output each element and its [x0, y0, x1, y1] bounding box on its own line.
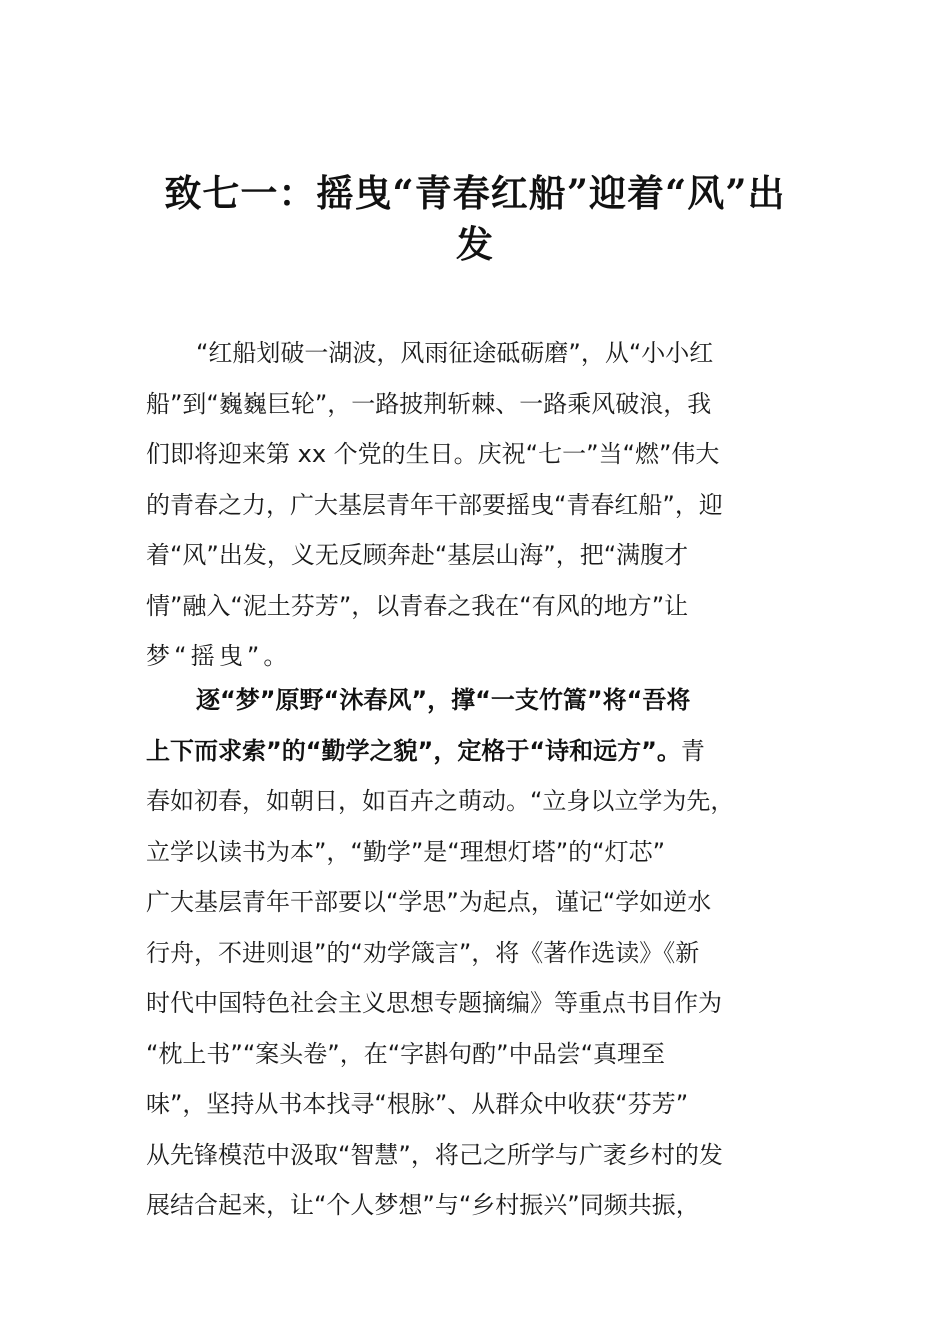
- paragraph-line: 春如初春，如朝日，如百卉之萌动。“立身以立学为先，: [146, 787, 735, 815]
- paragraph-2: [146, 675, 806, 1231]
- paragraph-line: “枕上书”“案头卷”，在“字斟句酌”中品尝“真理至: [146, 1039, 666, 1068]
- paragraph-line: 味”，坚持从书本找寻“根脉”、从群众中收获“芬芳”: [146, 1090, 689, 1118]
- title-line-1: 致七一：摇曳“青春红船”迎着“风”出: [164, 171, 786, 215]
- paragraph-lead-sentence-end: 上下而求索”的“勤学之貌”，定格于“诗和远方”。: [146, 736, 681, 765]
- paragraph-line: 梦“摇曳”。: [146, 642, 292, 670]
- paragraph-line: 展结合起来，让“个人梦想”与“乡村振兴”同频共振，: [146, 1191, 700, 1219]
- paragraph-text: 青: [680, 736, 705, 765]
- paragraph-line: 船”到“巍巍巨轮”，一路披荆斩棘、一路乘风破浪，我: [146, 389, 712, 418]
- paragraph-line: [146, 726, 806, 777]
- paragraph-lead-sentence: 逐“梦”原野“沐春风”，撑“一支竹篙”将“吾将: [196, 686, 691, 714]
- paragraph-line: 行舟，不进则退”的“劝学箴言”，将《著作选读》《新: [146, 938, 700, 967]
- paragraph-line: 立学以读书为本”，“勤学”是“理想灯塔”的“灯芯”: [146, 837, 666, 866]
- paragraph-line: 广大基层青年干部要以“学思”为起点，谨记“学如逆水: [146, 888, 712, 916]
- paragraph-line: “红船划破一湖波，风雨征途砥砺磨”，从“小小红: [196, 339, 714, 367]
- paragraph-line: 们即将迎来第 xx 个党的生日。庆祝“七一”当“燃”伟大: [146, 440, 720, 468]
- paragraph-line: 时代中国特色社会主义思想专题摘编》等重点书目作为: [146, 989, 722, 1017]
- title-line-2: 发: [456, 222, 494, 266]
- document-title: [146, 168, 804, 270]
- paragraph-1: [146, 328, 806, 682]
- paragraph-line: 的青春之力，广大基层青年干部要摇曳“青春红船”，迎: [146, 490, 723, 519]
- paragraph-line: 情”融入“泥土芬芳”，以青春之我在“有风的地方”让: [146, 591, 689, 620]
- paragraph-line: 着“风”出发，义无反顾奔赴“基层山海”，把“满腹才: [146, 541, 689, 569]
- paragraph-line: 从先锋模范中汲取“智慧”，将己之所学与广袤乡村的发: [146, 1140, 723, 1169]
